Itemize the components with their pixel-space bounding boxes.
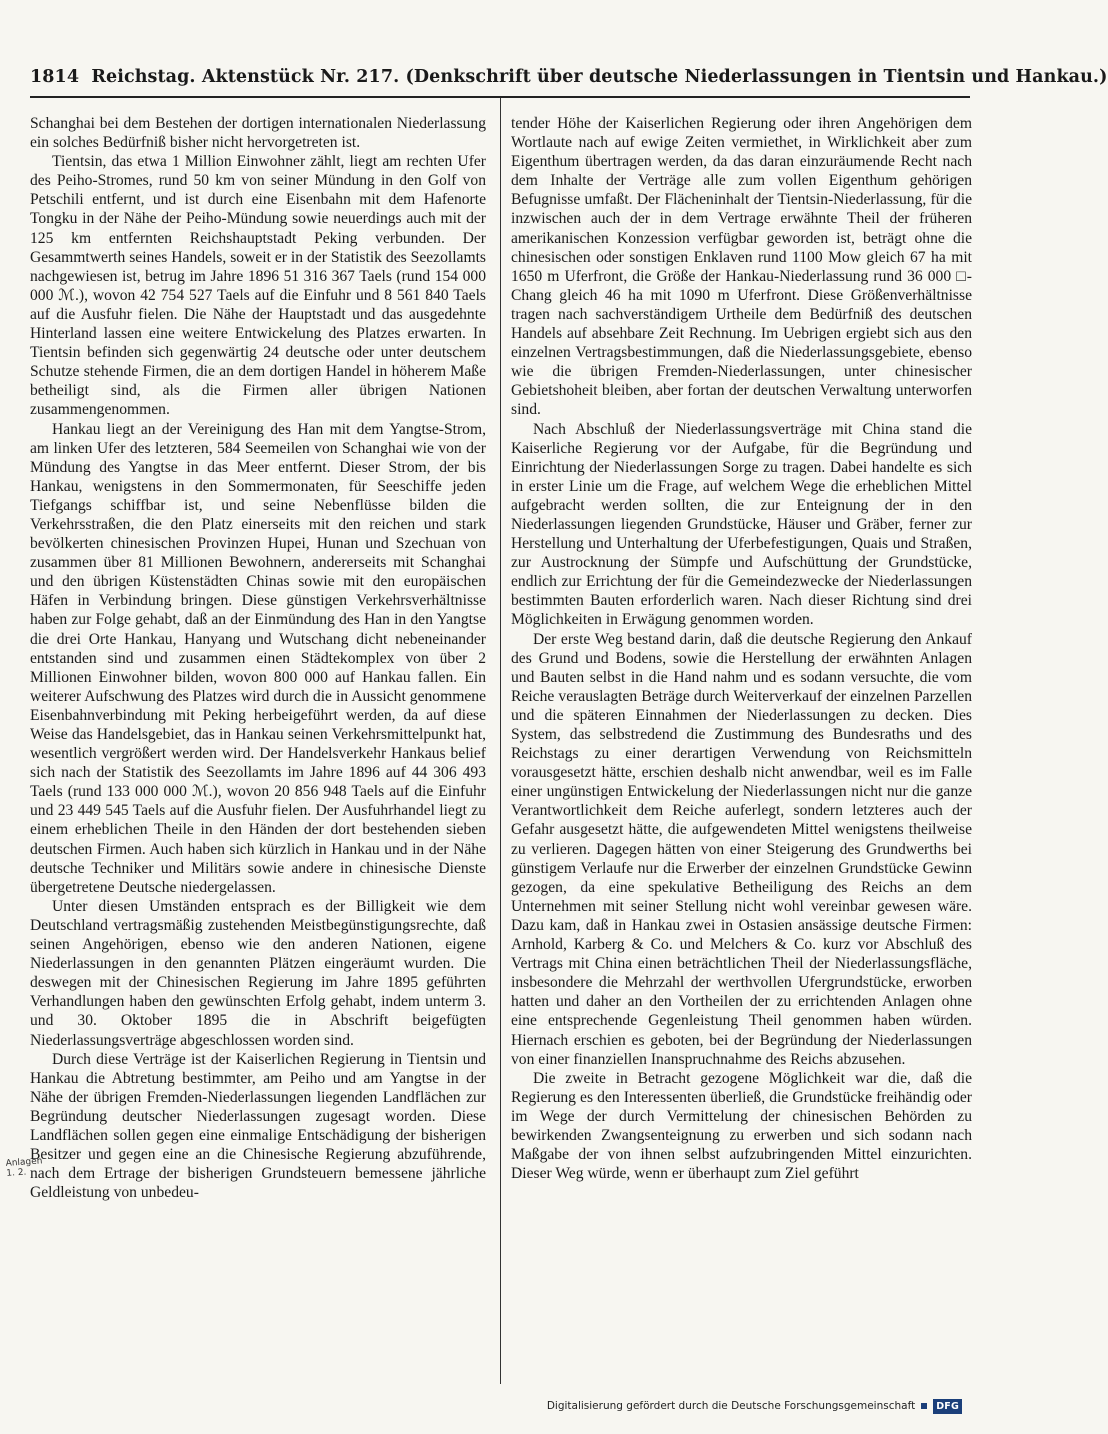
right-column xyxy=(511,114,972,1183)
dfg-logo[interactable]: DFG xyxy=(933,1399,962,1414)
column-rule xyxy=(500,98,501,1384)
paragraph: Nach Abschluß der Niederlassungsverträge mit China stand die Kaiserliche Regierung vor der Aufgabe, für die Begründung und Einrichtung der Niederlassungen Sorge zu tragen. Dabei handelte es sich in erster Linie um die Frage, auf welchem Wege die erheblichen Mittel aufgebracht werden sollten, die zur Enteignung der in den Niederlassungen liegenden Grundstücke, Häuser und Gräber, ferner zur Herstellung und Unterhaltung der Uferbefestigungen, Quais und Straßen, zur Austrocknung der Sümpfe und Aufschüttung der Grundstücke, endlich zur Errichtung der für die Gemeindezwecke der Niederlassungen bestimmten Bauten erforderlich waren. Nach dieser Richtung sind drei Möglichkeiten in Erwägung genommen worden. xyxy=(511,420,972,629)
footer xyxy=(547,1396,962,1416)
paragraph: Der erste Weg bestand darin, daß die deutsche Regierung den Ankauf des Grund und Bodens, sowie die Herstellung der erwähnten Anlagen und Bauten selbst in die Hand nahm und es sodann versuchte, die vom Reiche verauslagten Beträge durch Weiterverkauf der einzelnen Parzellen und die späteren Einnahmen der Niederlassungen zu decken. Dies System, das selbstredend die Zustimmung des Bundesraths und des Reichstags zu einer derartigen Verwendung von Reichsmitteln vorausgesetzt hätte, erschien deshalb nicht anwendbar, weil es im Falle einer ungünstigen Entwickelung der Niederlassungen nicht nur die ganze Verantwortlichkeit dem Reiche auferlegt, sondern letzteres auch der Gefahr ausgesetzt hätte, die aufgewendeten Mittel wenigstens theilweise zu verlieren. Dagegen hätten von einer Steigerung des Grundwerths bei günstigem Verlaufe nur die Erwerber der einzelnen Grundstücke Gewinn gezogen, da eine spekulative Betheiligung des Reichs an dem Unternehmen mit seiner Stellung nicht wohl vereinbar gewesen wäre. Dazu kam, daß in Hankau zwei in Ostasien ansässige deutsche Firmen: Arnhold, Karberg & Co. und Melchers & Co. kurz vor Abschluß des Vertrags mit China einen beträchtlichen Theil der Niederlassungsfläche, insbesondere die Mehrzahl der werthvollen Ufergrundstücke, erworben hatten und daher an den Vortheilen der zu errichtenden Anlagen ohne eine entsprechende Gegenleistung Theil genommen haben würden. Hiernach erschien es geboten, bei der Begründung der Niederlassungen von einer finanziellen Inanspruchnahme des Reichs abzusehen. xyxy=(511,630,972,1068)
paragraph: Unter diesen Umständen entsprach es der Billigkeit wie dem Deutschland vertragsmäßig zustehenden Meistbegünstigungsrechte, daß seinen Angehörigen, ebenso wie den anderen Nationen, eigene Niederlassungen in den genannten Plätzen eingeräumt wurden. Die deswegen mit der Chinesischen Regierung im Jahre 1895 geführten Verhandlungen haben den gewünschten Erfolg gehabt, indem unterm 3. und 30. Oktober 1895 die in Abschrift beigefügten Niederlassungsverträge abgeschlossen worden sind. xyxy=(30,897,486,1049)
left-column xyxy=(30,114,486,1202)
paragraph: tender Höhe der Kaiserlichen Regierung oder ihren Angehörigen dem Wortlaute nach auf ewige Zeiten vermiethet, in Wirklichkeit aber zum Eigenthum übertragen werden, da das daran einzuräumende Recht nach dem Inhalte der Verträge alle zum vollen Eigenthum gehörigen Befugnisse umfaßt. Der Flächeninhalt der Tientsin-Niederlassung, für die inzwischen auch der in dem Vertrage erwähnte Theil der früheren amerikanischen Konzession verfügbar geworden ist, beträgt ohne die chinesischen oder sonstigen Enklaven rund 1100 Mow gleich 67 ha mit 1650 m Uferfront, die Größe der Hankau-Niederlassung rund 36 000 □-Chang gleich 46 ha mit 1090 m Uferfront. Diese Größenverhältnisse tragen nach sachverständigem Urtheile dem Bedürfniß des deutschen Handels auf absehbare Zeit Rechnung. Im Uebrigen ergiebt sich aus den einzelnen Vertragsbestimmungen, daß die Niederlassungsgebiete, ebenso wie die übrigen Fremden-Niederlassungen, unter chinesischer Gebietshoheit bleiben, aber fortan der deutschen Verwaltung unterworfen sind. xyxy=(511,115,972,419)
paragraph: Hankau liegt an der Vereinigung des Han mit dem Yangtse-Strom, am linken Ufer des letzteren, 584 Seemeilen von Schanghai wie von der Mündung des Yangtse in das Meer entfernt. Dieser Strom, der bis Hankau, wenigstens in den Sommermonaten, für Seeschiffe jeden Tiefgangs schiffbar ist, und seine Nebenflüsse bilden die Verkehrsstraßen, die den Platz einerseits mit den reichen und stark bevölkerten chinesischen Provinzen Hupei, Hunan und Szechuan von zusammen über 81 Millionen Bewohnern, andererseits mit Schanghai und den übrigen Küstenstädten Chinas sowie mit den europäischen Häfen in Verbindung bringen. Diese günstigen Verkehrsverhältnisse haben zur Folge gehabt, daß an der Einmündung des Han in den Yangtse die drei Orte Hankau, Hanyang und Wutschang dicht nebeneinander entstanden sind und zusammen einen Städtekomplex von über 2 Millionen Einwohner bilden, wovon 800 000 auf Hankau fallen. Ein weiterer Aufschwung des Platzes wird durch die in Aussicht genommene Eisenbahnverbindung mit Peking herbeigeführt werden, da auf diese Weise das Handelsgebiet, das in Hankau seinen Verkehrsmittelpunkt hat, wesentlich vergrößert werden wird. Der Handelsverkehr Hankaus belief sich nach der Statistik des Seezollamts im Jahre 1896 auf 44 306 493 Taels (rund 133 000 000 ℳ.), wovon 20 856 948 Taels auf die Einfuhr und 23 449 545 Taels auf die Ausfuhr fielen. Der Ausfuhrhandel liegt zu einem erheblichen Theile in den Händen der dort bestehenden sieben deutschen Firmen. Auch haben sich kürzlich in Hankau und in der Nähe deutsche Techniker und Militärs sowie andere in chinesische Dienste übergetretene Deutsche niedergelassen. xyxy=(30,420,486,896)
page-number: 1814 xyxy=(30,67,80,87)
footer-text: Digitalisierung gefördert durch die Deutsche Forschungsgemeinschaft xyxy=(546,1400,916,1412)
paragraph: Schanghai bei dem Bestehen der dortigen internationalen Niederlassung ein solches Bedürfniß bisher nicht hervorgetreten ist. xyxy=(30,115,486,152)
paragraph: Die zweite in Betracht gezogene Möglichkeit war die, daß die Regierung es den Interessenten überließ, die Grundstücke freihändig oder im Wege der durch Vermittelung der chinesischen Behörden zu bewirkenden Zwangsenteignung zu erwerben und sich sodann nach Maßgabe der von ihnen selbst aufzubringenden Mittel einzurichten. Dieser Weg würde, wenn er überhaupt zum Ziel geführt xyxy=(511,1069,972,1183)
paragraph: Tientsin, das etwa 1 Million Einwohner zählt, liegt am rechten Ufer des Peiho-Stromes, rund 50 km von seiner Mündung in den Golf von Petschili entfernt, und ist durch eine Eisenbahn mit dem Hafenorte Tongku in der Nähe der Peiho-Mündung sowie neuerdings auch mit der 125 km entfernten Reichshauptstadt Peking verbunden. Der Gesammtwerth seines Handels, soweit er in der Statistik des Seezollamts nachgewiesen ist, betrug im Jahre 1896 51 316 367 Taels (rund 154 000 000 ℳ.), wovon 42 754 527 Taels auf die Einfuhr und 8 561 840 Taels auf die Ausfuhr fielen. Die Nähe der Hauptstadt und das ausgedehnte Hinterland lassen eine weitere Entwickelung des Platzes erwarten. In Tientsin befinden sich gegenwärtig 24 deutsche oder unter deutschem Schutze stehende Firmen, die an dem dortigen Handel in höherem Maße betheiligt sind, als die Firmen aller übrigen Nationen zusammengenommen. xyxy=(30,153,486,419)
separator-icon xyxy=(921,1403,927,1409)
margin-note: Anlagen 1. 2. xyxy=(5,1156,43,1179)
paragraph: Durch diese Verträge ist der Kaiserlichen Regierung in Tientsin und Hankau die Abtretung bestimmter, am Peiho und am Yangtse in der Nähe der übrigen Fremden-Niederlassungen liegenden Landflächen zur Begründung deutscher Niederlassungen zugesagt worden. Diese Landflächen sollen gegen eine einmalige Entschädigung der bisherigen Besitzer und gegen eine an die Chinesische Regierung abzuführende, nach dem Ertrage der bisherigen Grundsteuern bemessene jährliche Geldleistung von unbedeu- xyxy=(30,1050,486,1202)
page-header xyxy=(30,62,1108,92)
page-title: Reichstag. Aktenstück Nr. 217. (Denkschrift über deutsche Niederlassungen in Tientsin und Hankau.) xyxy=(91,67,1108,87)
